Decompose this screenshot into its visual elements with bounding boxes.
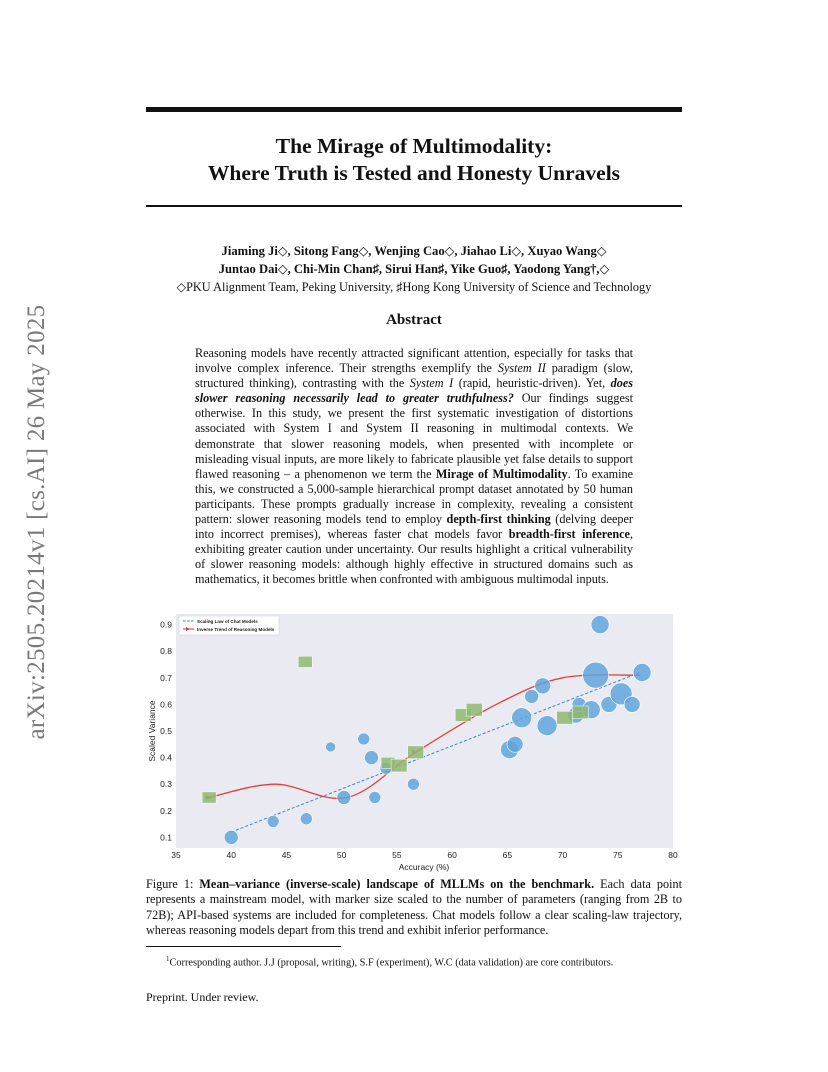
abstract-text: , exhibiting greater caution under uncertainty. Our results highlight a critical vulnerability of slower reasoning models: although highly effective in structured domains such as mathematics, it becomes brittle when confronted with ambiguous multimodal inputs. xyxy=(195,527,633,587)
x-tick-label: 65 xyxy=(502,850,513,860)
abstract-emphasis: System I xyxy=(409,376,454,391)
chat-model-point xyxy=(633,664,651,682)
x-tick-label: 60 xyxy=(447,850,457,860)
title-bottom-rule xyxy=(146,205,682,207)
authors-line-1: Jiaming Ji◇, Sitong Fang◇, Wenjing Cao◇, Jiahao Li◇, Xuyao Wang◇ xyxy=(221,244,607,258)
abstract-text: (delving deeper into incorrect premises), whereas faster chat models favor xyxy=(195,512,633,542)
footnote xyxy=(166,953,686,969)
chat-model-point xyxy=(624,696,640,712)
reasoning-model-point xyxy=(572,706,588,719)
abstract-heading: Abstract xyxy=(386,312,442,328)
abstract-term: breadth-first inference xyxy=(508,527,630,542)
chat-model-point xyxy=(364,751,378,765)
y-tick-label: 0.5 xyxy=(160,726,172,736)
chat-model-point xyxy=(369,791,381,803)
reasoning-model-point xyxy=(298,656,312,667)
x-tick-label: 80 xyxy=(668,850,678,860)
chat-model-point xyxy=(512,708,532,728)
reasoning-model-point xyxy=(408,746,424,759)
y-tick-label: 0.1 xyxy=(160,832,172,843)
abstract-term: Mirage of Multimodality xyxy=(435,466,568,481)
footnote-text: Corresponding author. J.J (proposal, writing), S.F (experiment), W.C (data validation) are core contributors. xyxy=(169,957,614,969)
y-tick-label: 0.4 xyxy=(160,752,172,763)
y-axis-label: Scaled Variance xyxy=(147,700,157,762)
preprint-notice: Preprint. Under review. xyxy=(146,990,259,1004)
abstract-emphasis: System II xyxy=(497,361,546,376)
legend-reasoning-label: Inverse Trend of Reasoning Models xyxy=(197,627,275,632)
figure-caption xyxy=(146,877,682,938)
footnote-rule xyxy=(146,946,341,947)
chat-model-point xyxy=(525,689,539,703)
scatter-plot xyxy=(146,606,686,876)
chat-model-point xyxy=(507,736,523,752)
chat-model-point xyxy=(591,616,609,634)
title-line-2: Where Truth is Tested and Honesty Unravels xyxy=(207,161,621,185)
chat-model-point xyxy=(267,815,279,827)
x-tick-label: 75 xyxy=(613,850,623,860)
legend-chat-label: Scaling Law of Chat Models xyxy=(197,619,258,624)
chat-model-point xyxy=(535,678,551,694)
abstract-text: Reasoning models have recently attracted significant attention, especially for tasks that involve complex inference. Their strengths exemplify the xyxy=(195,346,633,376)
caption-label: Figure 1: xyxy=(146,877,200,891)
abstract-text: Our findings suggest otherwise. In this study, we present the first systematic investigation of distortions associated with System I and System II reasoning in multimodal contexts. We demonstrate that slower reasoning models, when presented with incomplete or misleading visual inputs, are more likely to fabricate plausible yet false details to support flawed reasoning – a phenomenon we term the xyxy=(195,391,633,481)
caption-title: Mean–variance (inverse-scale) landscape of MLLMs on the benchmark. xyxy=(199,877,595,891)
figure-1-chart xyxy=(146,606,686,876)
x-tick-label: 35 xyxy=(171,850,181,860)
chat-model-point xyxy=(537,716,557,736)
y-tick-label: 0.8 xyxy=(160,646,172,657)
paper-title xyxy=(146,133,682,187)
chat-model-point xyxy=(407,778,419,790)
y-tick-label: 0.9 xyxy=(160,619,172,630)
affiliations: ◇PKU Alignment Team, Peking University, ♯Hong Kong University of Science and Technology xyxy=(176,280,652,294)
x-tick-label: 50 xyxy=(336,850,347,860)
abstract-text: . To examine this, we constructed a 5,000-sample hierarchical prompt dataset annotated by 50 human participants. These prompts gradually increase in complexity, revealing a consistent pattern: slower reasoning models tend to employ xyxy=(195,466,633,527)
chat-model-point xyxy=(224,830,238,844)
caption-text: Each data point represents a mainstream model, with marker size scaled to the number of parameters (ranging from 2B to 72B); API-based systems are included for completeness. Chat models follow a clear scaling-law trajectory, whereas reasoning models depart from this trend and exhibit inferior performance. xyxy=(146,877,682,937)
y-tick-label: 0.3 xyxy=(160,779,172,790)
reasoning-model-point xyxy=(202,792,216,803)
x-tick-label: 55 xyxy=(392,850,402,860)
author-list xyxy=(146,242,682,278)
plot-area xyxy=(176,614,673,848)
title-top-rule xyxy=(146,107,682,112)
reasoning-model-point xyxy=(557,711,573,724)
y-tick-label: 0.7 xyxy=(160,672,172,683)
title-line-1: The Mirage of Multimodality: xyxy=(275,134,553,158)
reasoning-model-point xyxy=(466,703,482,716)
chat-model-point xyxy=(358,733,370,745)
x-tick-label: 45 xyxy=(281,850,292,860)
chart-legend xyxy=(179,616,279,635)
x-tick-label: 70 xyxy=(557,850,568,860)
y-tick-label: 0.6 xyxy=(160,699,172,710)
x-axis-label: Accuracy (%) xyxy=(398,862,450,872)
chat-model-point xyxy=(300,813,312,825)
x-tick-label: 40 xyxy=(226,850,236,860)
abstract-question: does slower reasoning necessarily lead to greater truthfulness? xyxy=(195,376,633,406)
chat-model-point xyxy=(583,662,609,688)
authors-line-2: Juntao Dai◇, Chi-Min Chan♯, Sirui Han♯, Yike Guo♯, Yaodong Yang†,◇ xyxy=(218,262,610,276)
abstract-text: (rapid, heuristic-driven). Yet, xyxy=(453,376,611,391)
y-tick-label: 0.2 xyxy=(160,805,172,816)
abstract-text: paradigm (slow, structured thinking), contrasting with the xyxy=(195,361,633,391)
chat-model-point xyxy=(326,742,336,752)
arxiv-identifier: arXiv:2505.20214v1 [cs.AI] 26 May 2025 xyxy=(23,304,50,740)
abstract-body xyxy=(195,346,633,588)
abstract-term: depth-first thinking xyxy=(446,512,551,527)
reasoning-model-point xyxy=(391,759,407,772)
chat-model-point xyxy=(337,790,351,804)
footnote-mark: 1 xyxy=(166,955,170,963)
